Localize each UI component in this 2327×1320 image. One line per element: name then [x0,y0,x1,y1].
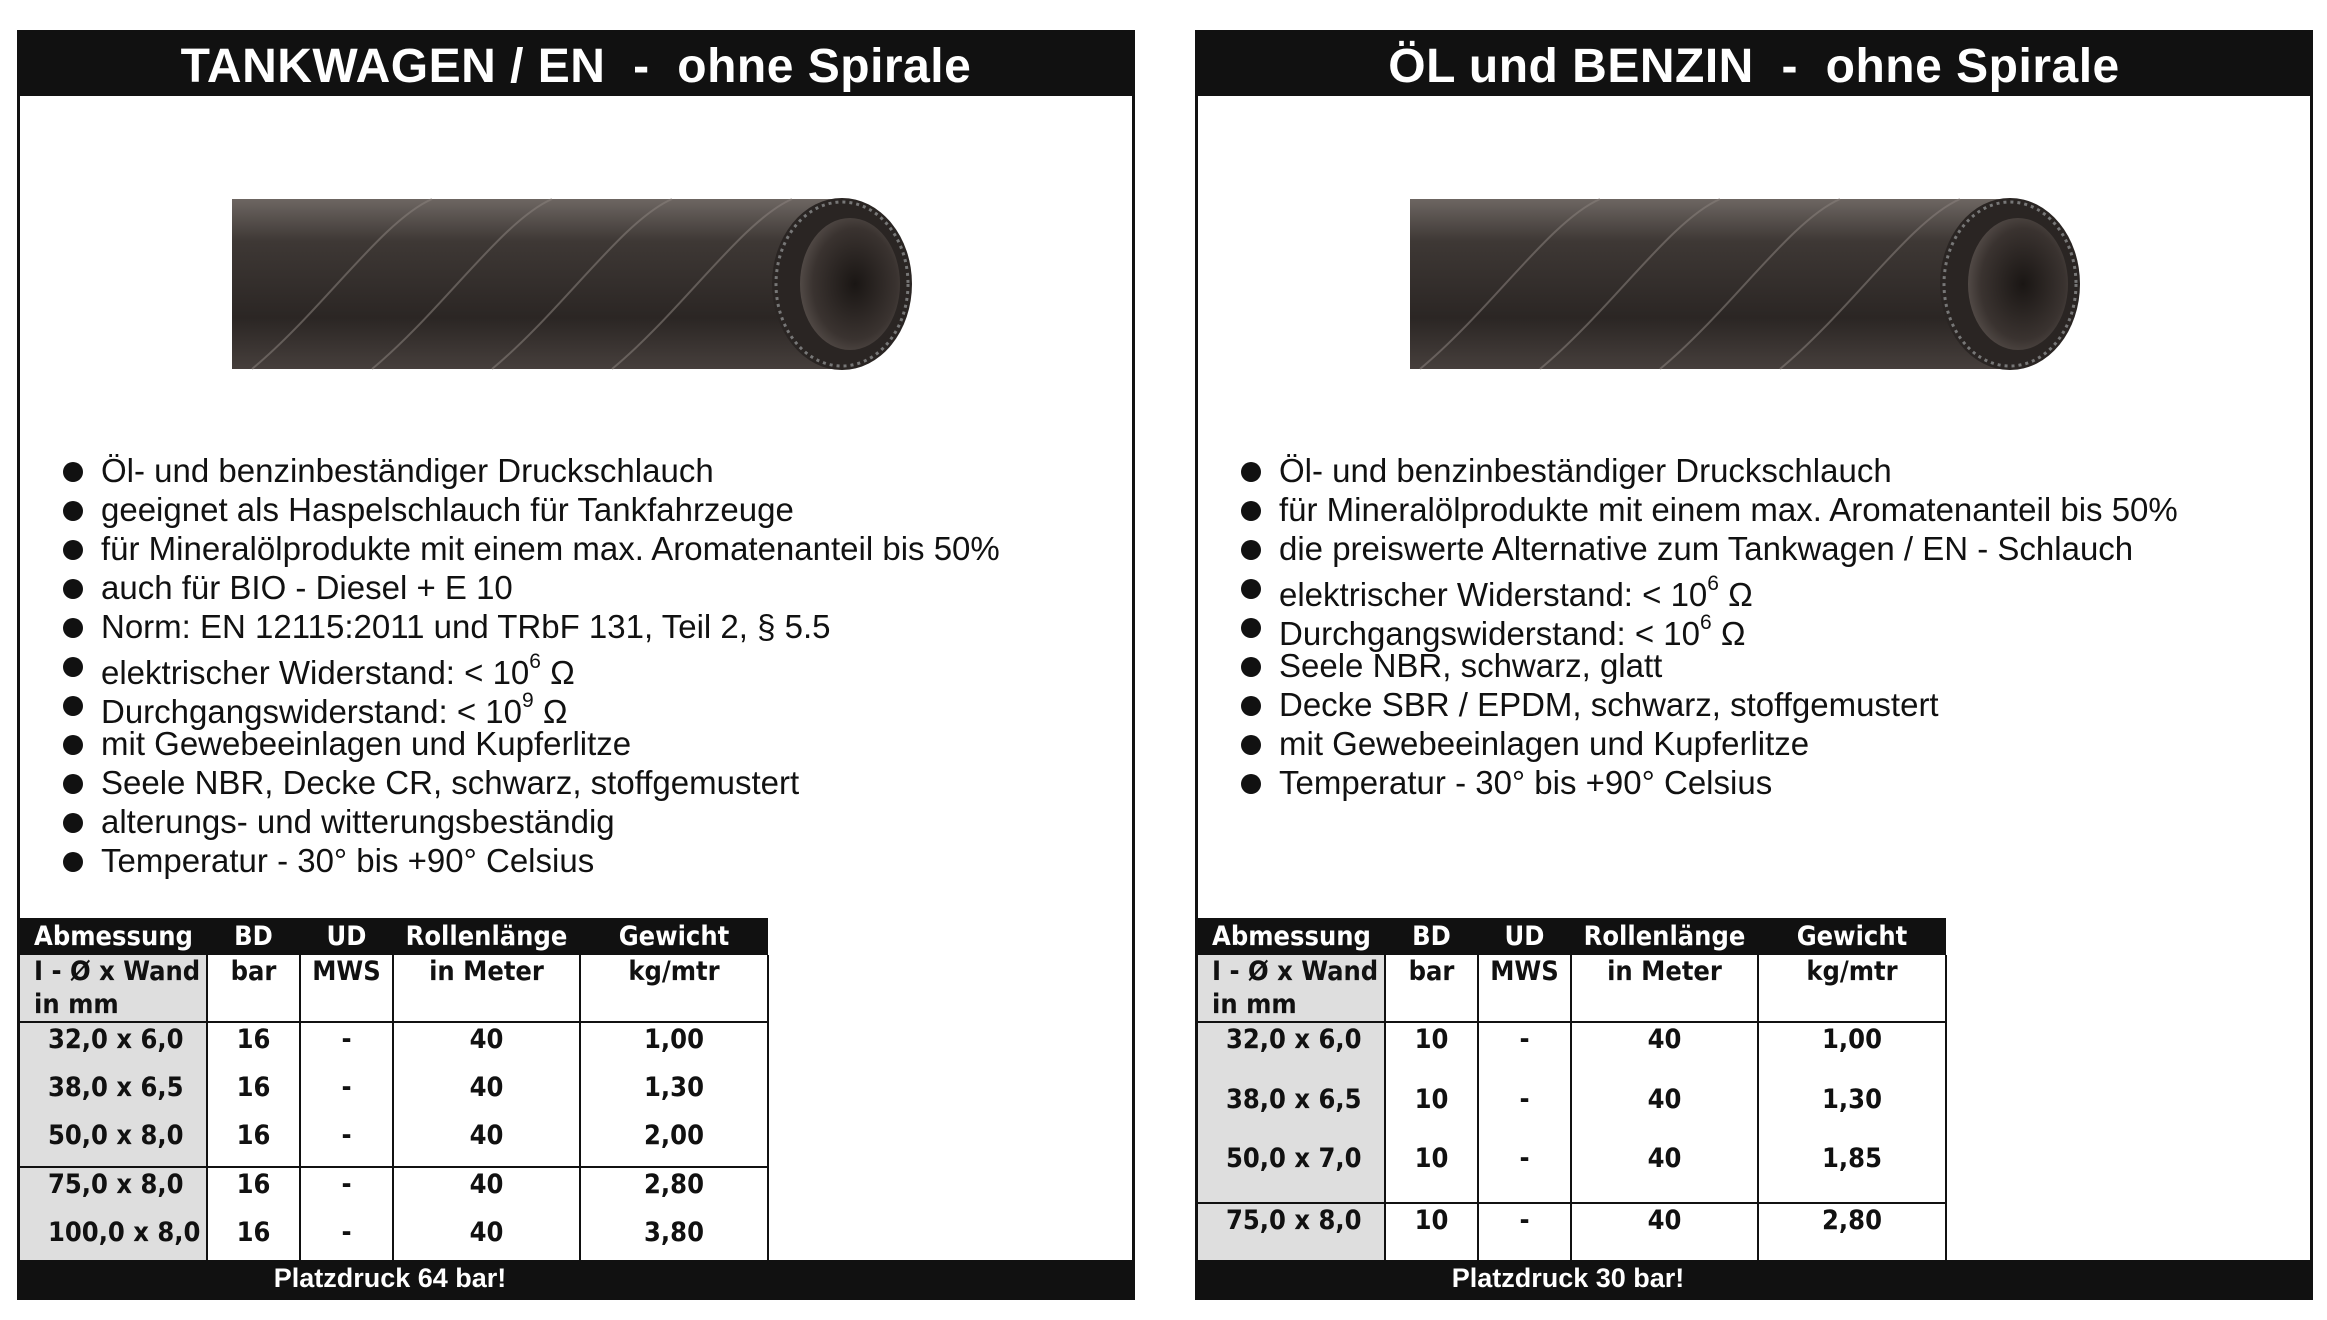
table-cell: - [1478,1142,1571,1203]
feature-item: elektrischer Widerstand: < $10^6$ Ω [1218,568,2178,607]
hose-image [232,161,922,411]
unit-cell: in Meter [393,955,580,1022]
table-cell: 1,85 [1758,1142,1946,1203]
feature-item: für Mineralölprodukte mit einem max. Aromatenanteil bis 50% [40,529,1000,568]
table-cell: 1,00 [1758,1022,1946,1083]
table-row [1198,1203,1946,1264]
column-header: Abmessung [20,918,207,955]
table-cell: - [300,1216,393,1264]
table-cell: - [300,1022,393,1071]
table-cell: 40 [1571,1142,1758,1203]
units-row [20,955,768,1022]
table-cell: 2,80 [1758,1203,1946,1264]
bullet-icon [63,813,83,833]
burst-pressure-footer: Platzdruck 64 bar! [20,1260,1132,1297]
feature-item: die preiswerte Alternative zum Tankwagen / EN - Schlauch [1218,529,2178,568]
column-header: BD [1385,918,1478,955]
table-cell: 38,0 x 6,5 [20,1071,207,1119]
table-row [20,1071,768,1119]
product-panel-oel-benzin [1195,30,2313,1300]
table-cell: - [1478,1203,1571,1264]
spec-table [1198,918,1947,1264]
table-cell: 3,80 [580,1216,768,1264]
unit-cell: MWS [1478,955,1571,1022]
table-row [20,1216,768,1264]
table-cell: 75,0 x 8,0 [1198,1203,1385,1264]
feature-item: alterungs- und witterungsbeständig [40,802,1000,841]
bullet-icon [1241,501,1261,521]
column-header: UD [300,918,393,955]
panel-title: ÖL und BENZIN - ohne Spirale [1198,33,2310,96]
table-cell: 1,30 [1758,1083,1946,1142]
product-panel-tankwagen [17,30,1135,1300]
bullet-icon [1241,579,1261,599]
table-cell: 10 [1385,1022,1478,1083]
table-cell: 16 [207,1022,300,1071]
unit-cell: kg/mtr [580,955,768,1022]
table-cell: 40 [393,1167,580,1216]
table-cell: 40 [393,1216,580,1264]
bullet-icon [63,852,83,872]
feature-list [40,451,1000,880]
table-cell: - [1478,1022,1571,1083]
table-cell: - [300,1119,393,1168]
column-header: BD [207,918,300,955]
bullet-icon [63,696,83,716]
bullet-icon [63,618,83,638]
table-row [20,1022,768,1071]
bullet-icon [1241,774,1261,794]
feature-item: Decke SBR / EPDM, schwarz, stoffgemustert [1218,685,2178,724]
table-cell: - [1478,1083,1571,1142]
table-cell: 16 [207,1216,300,1264]
column-header: Gewicht [1758,918,1946,955]
table-cell: - [300,1071,393,1119]
unit-cell: kg/mtr [1758,955,1946,1022]
table-cell: 2,00 [580,1119,768,1168]
feature-item: Temperatur - 30° bis +90° Celsius [1218,763,2178,802]
table-cell: 1,30 [580,1071,768,1119]
column-header: Abmessung [1198,918,1385,955]
units-row [1198,955,1946,1022]
unit-cell: I - Ø x Wand in mm [20,955,207,1022]
table-cell: 2,80 [580,1167,768,1216]
table-cell: 100,0 x 8,0 [20,1216,207,1264]
burst-pressure-footer: Platzdruck 30 bar! [1198,1260,2310,1297]
table-cell: 50,0 x 8,0 [20,1119,207,1168]
unit-cell: bar [1385,955,1478,1022]
table-cell: 16 [207,1071,300,1119]
bullet-icon [1241,540,1261,560]
feature-item: Norm: EN 12115:2011 und TRbF 131, Teil 2, § 5.5 [40,607,1000,646]
feature-item: elektrischer Widerstand: < $10^6$ Ω [40,646,1000,685]
table-cell: 16 [207,1167,300,1216]
unit-cell: bar [207,955,300,1022]
table-cell: 32,0 x 6,0 [20,1022,207,1071]
table-row [1198,1142,1946,1203]
bullet-icon [63,540,83,560]
column-header: UD [1478,918,1571,955]
feature-item: Öl- und benzinbeständiger Druckschlauch [40,451,1000,490]
table-cell: 40 [1571,1083,1758,1142]
feature-item: auch für BIO - Diesel + E 10 [40,568,1000,607]
table-cell: 10 [1385,1142,1478,1203]
table-row [1198,1083,1946,1142]
bullet-icon [63,735,83,755]
bullet-icon [1241,462,1261,482]
feature-item: für Mineralölprodukte mit einem max. Aromatenanteil bis 50% [1218,490,2178,529]
feature-item: Seele NBR, schwarz, glatt [1218,646,2178,685]
table-cell: 1,00 [580,1022,768,1071]
table-cell: 50,0 x 7,0 [1198,1142,1385,1203]
spec-table [20,918,769,1264]
table-row [1198,1022,1946,1083]
bullet-icon [63,501,83,521]
table-cell: 32,0 x 6,0 [1198,1022,1385,1083]
bullet-icon [1241,735,1261,755]
column-header: Gewicht [580,918,768,955]
unit-cell: in Meter [1571,955,1758,1022]
feature-item: Durchgangswiderstand: < $10^9$ Ω [40,685,1000,724]
table-cell: 38,0 x 6,5 [1198,1083,1385,1142]
table-cell: 40 [1571,1203,1758,1264]
feature-item: Seele NBR, Decke CR, schwarz, stoffgemustert [40,763,1000,802]
hose-image [1410,161,2100,411]
bullet-icon [63,462,83,482]
table-cell: 10 [1385,1203,1478,1264]
feature-item: geeignet als Haspelschlauch für Tankfahrzeuge [40,490,1000,529]
table-row [20,1119,768,1168]
column-header: Rollenlänge [1571,918,1758,955]
bullet-icon [1241,696,1261,716]
table-cell: 10 [1385,1083,1478,1142]
unit-cell: I - Ø x Wand in mm [1198,955,1385,1022]
feature-item: Durchgangswiderstand: < $10^6$ Ω [1218,607,2178,646]
feature-list [1218,451,2178,802]
bullet-icon [63,657,83,677]
bullet-icon [63,774,83,794]
feature-item: Temperatur - 30° bis +90° Celsius [40,841,1000,880]
table-cell: 40 [393,1071,580,1119]
table-cell: 16 [207,1119,300,1168]
table-cell: 40 [393,1022,580,1071]
table-cell: 40 [393,1119,580,1168]
feature-item: mit Gewebeeinlagen und Kupferlitze [1218,724,2178,763]
column-header: Rollenlänge [393,918,580,955]
feature-item: Öl- und benzinbeständiger Druckschlauch [1218,451,2178,490]
bullet-icon [63,579,83,599]
bullet-icon [1241,657,1261,677]
unit-cell: MWS [300,955,393,1022]
table-row [20,1167,768,1216]
panel-title: TANKWAGEN / EN - ohne Spirale [20,33,1132,96]
table-cell: 75,0 x 8,0 [20,1167,207,1216]
table-cell: 40 [1571,1022,1758,1083]
bullet-icon [1241,618,1261,638]
table-cell: - [300,1167,393,1216]
feature-item: mit Gewebeeinlagen und Kupferlitze [40,724,1000,763]
